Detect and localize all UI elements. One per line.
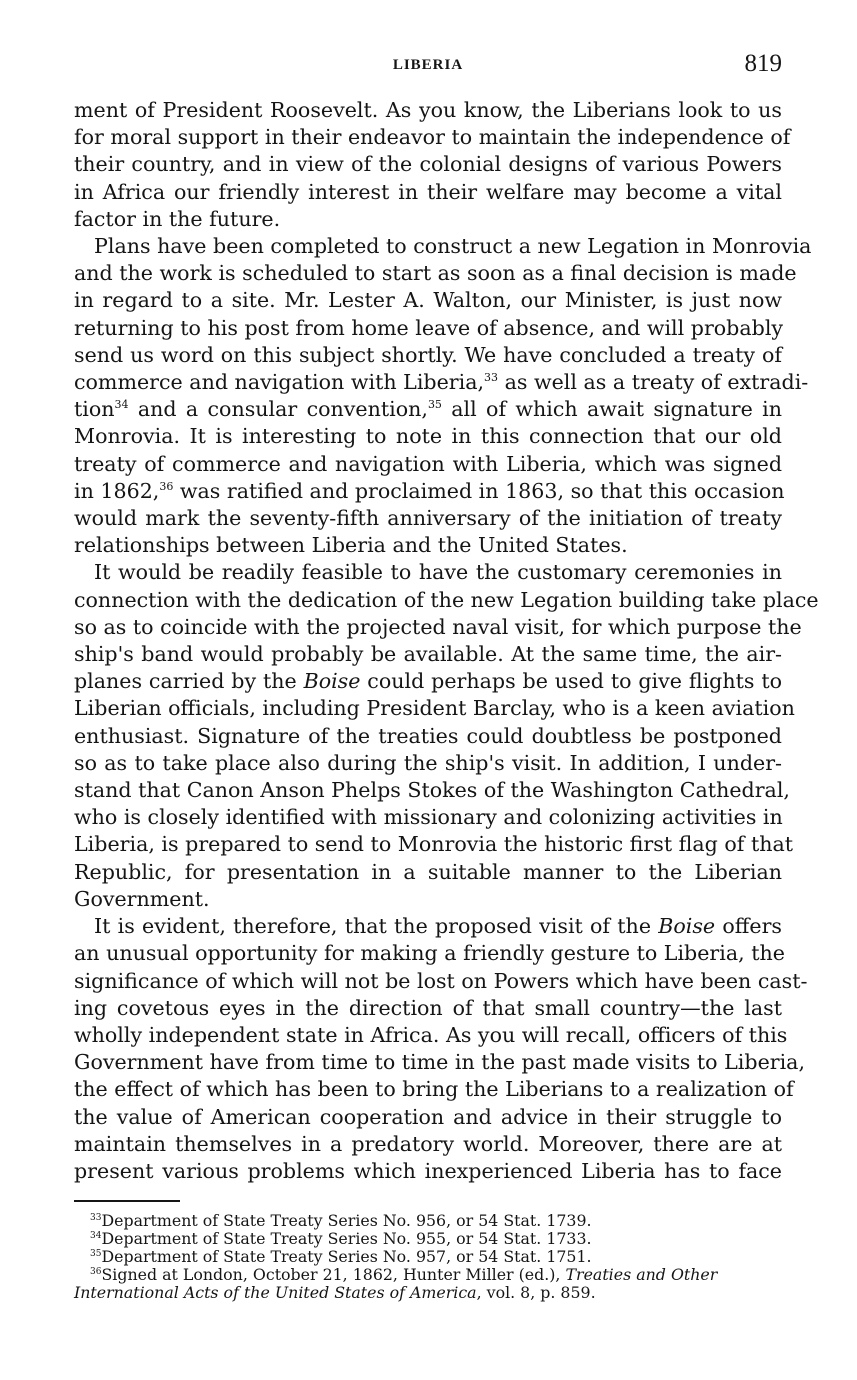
text-line: and the work is scheduled to start as soon as a final decision is made: [74, 261, 797, 286]
footnote-number: 34: [90, 1231, 102, 1241]
text-line: Liberia, is prepared to send to Monrovia the historic first flag of that: [74, 832, 794, 857]
text-segment: tion: [74, 397, 115, 422]
paragraph-4: [74, 913, 808, 1185]
footnote-ref: 33: [484, 371, 499, 385]
text-line: so as to coincide with the projected naval visit, for which purpose the: [74, 614, 802, 639]
text-line: present various problems which inexperienced Liberia has to face: [74, 1158, 782, 1183]
footnote-number: 33: [90, 1213, 102, 1223]
footnote-title: International Acts of the United States of America: [74, 1283, 477, 1302]
footnote-text: Department of State Treaty Series No. 957, or 54 Stat. 1751.: [101, 1247, 592, 1266]
footnote-text: Department of State Treaty Series No. 955, or 54 Stat. 1733.: [101, 1229, 592, 1248]
text-line: Government have from time to time in the past made visits to Liberia,: [74, 1050, 806, 1075]
footnote-continuation: [74, 1284, 782, 1302]
text-line: relationships between Liberia and the United States.: [74, 533, 628, 558]
footnote-number: 35: [90, 1249, 102, 1259]
ship-name: Boise: [303, 669, 361, 694]
text-segment: planes carried by the: [74, 669, 304, 694]
text-line: the value of American cooperation and advice in their struggle to: [74, 1104, 782, 1129]
text-line: ment of President Roosevelt. As you know, the Liberians look to us: [74, 98, 782, 122]
text-line: send us word on this subject shortly. We have concluded a treaty of: [74, 342, 782, 367]
text-segment: commerce and navigation with Liberia,: [74, 370, 485, 395]
text-line: Plans have been completed to construct a new Legation in Monrovia: [94, 234, 812, 259]
text-line: the effect of which has been to bring the Liberians to a realization of: [74, 1077, 794, 1102]
text-line: would mark the seventy-fifth anniversary of the initiation of treaty: [74, 506, 782, 531]
text-line: significance of which will not be lost on Powers which have been cast-: [74, 968, 808, 993]
footnote-text: , vol. 8, p. 859.: [476, 1283, 596, 1302]
text-segment: as well as a treaty of extradi-: [498, 370, 809, 395]
text-segment: could perhaps be used to give flights to: [360, 669, 782, 694]
text-segment: in 1862,: [74, 478, 160, 503]
running-head: LIBERIA: [392, 57, 464, 73]
text-line: [74, 478, 785, 505]
text-line: It would be readily feasible to have the customary ceremonies in: [94, 560, 782, 585]
text-line: ship's band would probably be available. At the same time, the air-: [74, 642, 782, 667]
text-segment: It is evident, therefore, that the proposed visit of the: [94, 914, 659, 939]
footnote-number: 36: [90, 1267, 102, 1277]
text-line: [74, 396, 782, 423]
paragraph-1: [74, 97, 791, 233]
footnotes: [74, 1212, 782, 1302]
text-line: returning to his post from home leave of absence, and will probably: [74, 315, 784, 340]
footnote-text: Signed at London, October 21, 1862, Hunter Miller (ed.),: [101, 1265, 566, 1284]
paragraph-2: [74, 233, 812, 559]
text-line: wholly independent state in Africa. As you will recall, officers of this: [74, 1022, 788, 1047]
text-line: maintain themselves in a predatory world. Moreover, there are at: [74, 1131, 782, 1156]
text-line: who is closely identified with missionary and colonizing activities in: [74, 805, 783, 830]
text-line: stand that Canon Anson Phelps Stokes of the Washington Cathedral,: [74, 778, 790, 803]
footnote-ref: 35: [427, 398, 442, 412]
footnote: [74, 1266, 782, 1284]
text-line: treaty of commerce and navigation with Liberia, which was signed: [74, 451, 782, 476]
footnote-ref: 36: [159, 479, 174, 493]
paragraph-3: [74, 559, 819, 913]
text-line: an unusual opportunity for making a friendly gesture to Liberia, the: [74, 941, 785, 966]
text-line: connection with the dedication of the new Legation building take place: [74, 587, 819, 612]
text-line: ing covetous eyes in the direction of that small country—the last: [74, 995, 782, 1020]
footnote: [74, 1248, 782, 1266]
text-line: their country, and in view of the colonial designs of various Powers: [74, 152, 782, 177]
footnote-title: Treaties and Other: [565, 1265, 718, 1284]
footnote-text: Department of State Treaty Series No. 956, or 54 Stat. 1739.: [101, 1211, 592, 1230]
text-line: enthusiast. Signature of the treaties could doubtless be postponed: [74, 723, 782, 748]
text-segment: all of which await signature in: [441, 397, 782, 422]
text-line: for moral support in their endeavor to maintain the independence of: [74, 125, 791, 150]
text-line: so as to take place also during the ship's visit. In addition, I under-: [74, 750, 782, 775]
text-line: Monrovia. It is interesting to note in this connection that our old: [74, 424, 782, 449]
text-line: [74, 913, 782, 940]
text-line: in regard to a site. Mr. Lester A. Walton, our Minister, is just now: [74, 288, 782, 313]
text-line: factor in the future.: [74, 206, 281, 231]
text-line: Liberian officials, including President Barclay, who is a keen aviation: [74, 696, 795, 721]
footnote-rule: [74, 1200, 180, 1202]
text-line: Government.: [74, 886, 210, 911]
text-line: Republic, for presentation in a suitable manner to the Liberian: [74, 859, 782, 884]
page-number: 819: [744, 50, 782, 77]
text-line: [74, 369, 809, 396]
footnote-ref: 34: [114, 398, 129, 412]
ship-name: Boise: [658, 914, 716, 939]
footnote: [74, 1212, 782, 1230]
text-segment: and a consular convention,: [128, 397, 428, 422]
footnote: [74, 1230, 782, 1248]
body-text: [74, 97, 819, 1185]
page-header: [74, 50, 782, 82]
text-line: in Africa our friendly interest in their welfare may become a vital: [74, 179, 782, 204]
text-segment: offers: [715, 914, 782, 939]
text-segment: was ratified and proclaimed in 1863, so that this occasion: [173, 478, 785, 503]
text-line: [74, 668, 782, 695]
